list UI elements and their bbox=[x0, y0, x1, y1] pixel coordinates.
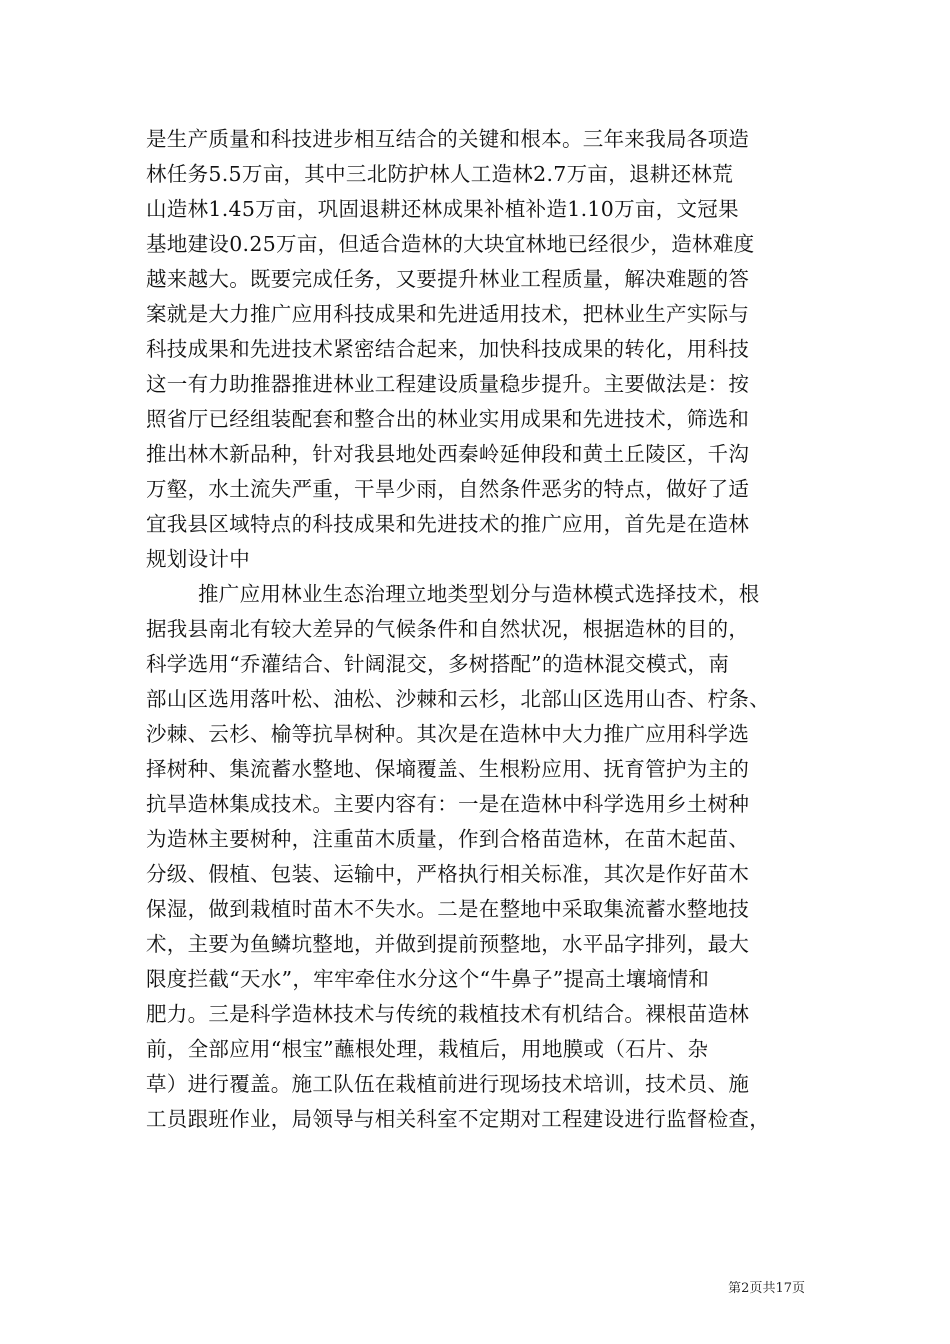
text-line: 抗旱造林集成技术。主要内容有：一是在造林中科学选用乡土树种 bbox=[146, 792, 750, 816]
text-line: 草）进行覆盖。施工队伍在栽植前进行现场技术培训，技术员、施 bbox=[146, 1072, 750, 1096]
text-line: 基地建设0.25万亩，但适合造林的大块宜林地已经很少，造林难度 bbox=[146, 232, 755, 256]
document-body bbox=[146, 122, 810, 1137]
text-line: 科学选用“乔灌结合、针阔混交，多树搭配”的造林混交模式，南 bbox=[146, 652, 730, 676]
text-line: 这一有力助推器推进林业工程建设质量稳步提升。主要做法是：按 bbox=[146, 372, 750, 396]
text-line: 分级、假植、包装、运输中，严格执行相关标准，其次是作好苗木 bbox=[146, 862, 750, 886]
text-line: 推出林木新品种，针对我县地处西秦岭延伸段和黄土丘陵区，千沟 bbox=[146, 442, 750, 466]
text-line: 山造林1.45万亩，巩固退耕还林成果补植补造1.10万亩，文冠果 bbox=[146, 197, 739, 221]
page-number: 第2页共17页 bbox=[728, 1281, 805, 1296]
text-line: 据我县南北有较大差异的气候条件和自然状况，根据造林的目的， bbox=[146, 617, 750, 641]
text-line: 前，全部应用“根宝”蘸根处理，栽植后，用地膜或（石片、杂 bbox=[146, 1037, 709, 1061]
text-line: 部山区选用落叶松、油松、沙棘和云杉，北部山区选用山杏、柠条、 bbox=[146, 687, 770, 711]
text-line: 工员跟班作业，局领导与相关科室不定期对工程建设进行监督检查， bbox=[146, 1107, 770, 1131]
text-line: 沙棘、云杉、榆等抗旱树种。其次是在造林中大力推广应用科学选 bbox=[146, 722, 750, 746]
text-line: 为造林主要树种，注重苗木质量，作到合格苗造林，在苗木起苗、 bbox=[146, 827, 750, 851]
text-line: 保湿，做到栽植时苗木不失水。二是在整地中采取集流蓄水整地技 bbox=[146, 897, 750, 921]
text-line: 越来越大。既要完成任务，又要提升林业工程质量，解决难题的答 bbox=[146, 267, 750, 291]
text-line: 案就是大力推广应用科技成果和先进适用技术，把林业生产实际与 bbox=[146, 302, 750, 326]
text-line: 宜我县区域特点的科技成果和先进技术的推广应用，首先是在造林 bbox=[146, 512, 750, 536]
text-line: 限度拦截“天水”，牢牢牵住水分这个“牛鼻子”提高土壤墒情和 bbox=[146, 967, 710, 991]
text-line: 照省厅已经组装配套和整合出的林业实用成果和先进技术，筛选和 bbox=[146, 407, 750, 431]
text-line: 是生产质量和科技进步相互结合的关键和根本。三年来我局各项造 bbox=[146, 127, 750, 151]
text-line: 推广应用林业生态治理立地类型划分与造林模式选择技术，根 bbox=[198, 582, 760, 606]
text-line: 规划设计中 bbox=[146, 547, 250, 571]
paragraph bbox=[146, 122, 810, 577]
text-line: 肥力。三是科学造林技术与传统的栽植技术有机结合。裸根苗造林 bbox=[146, 1002, 750, 1026]
text-line: 术，主要为鱼鳞坑整地，并做到提前预整地，水平品字排列，最大 bbox=[146, 932, 750, 956]
text-line: 择树种、集流蓄水整地、保墒覆盖、生根粉应用、抚育管护为主的 bbox=[146, 757, 750, 781]
text-line: 科技成果和先进技术紧密结合起来，加快科技成果的转化，用科技 bbox=[146, 337, 750, 361]
paragraph bbox=[146, 577, 810, 1137]
text-line: 林任务5.5万亩，其中三北防护林人工造林2.7万亩，退耕还林荒 bbox=[146, 162, 734, 186]
text-line: 万壑，水土流失严重，干旱少雨，自然条件恶劣的特点，做好了适 bbox=[146, 477, 750, 501]
